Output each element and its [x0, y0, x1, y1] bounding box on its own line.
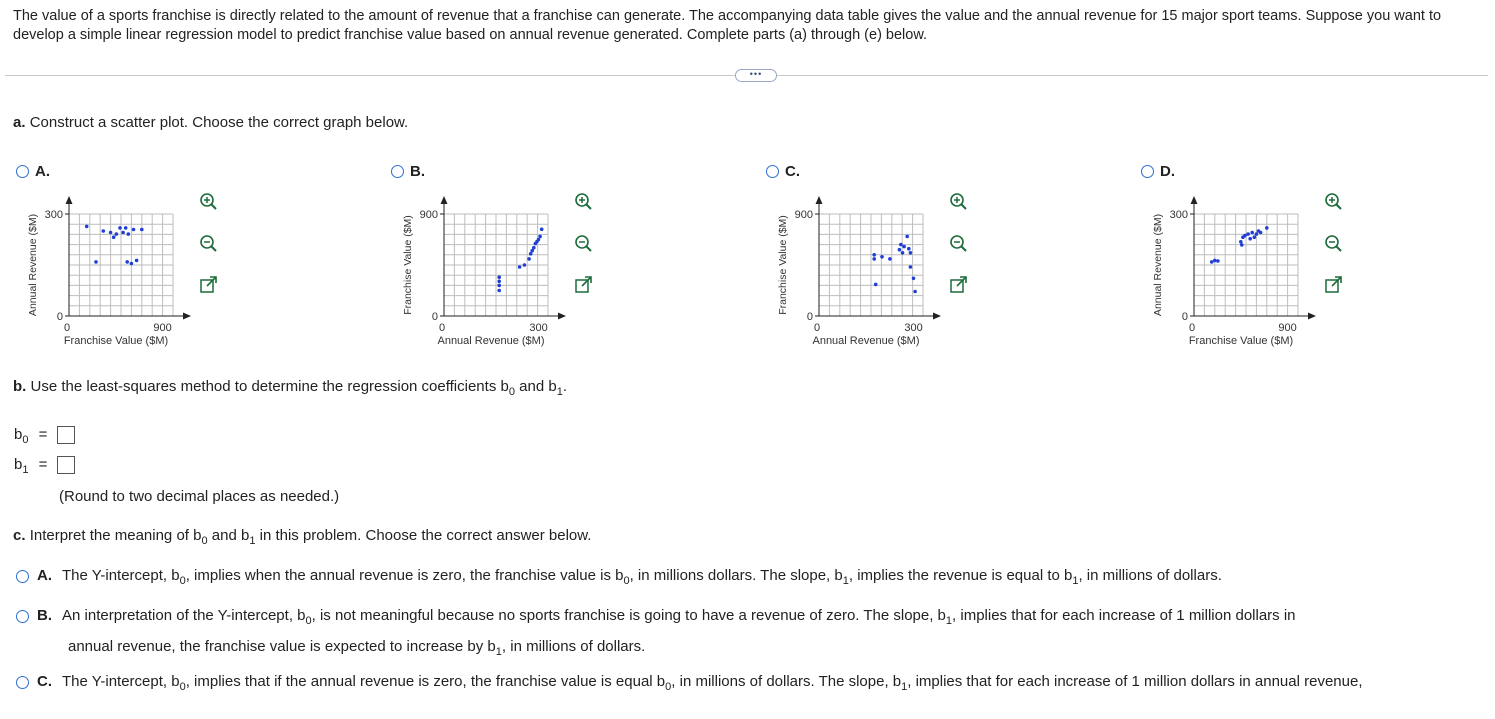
data-point: [1250, 231, 1254, 235]
y-tick-label-max: 300: [1169, 209, 1188, 221]
part-c-text3: in this problem. Choose the correct answer below.: [255, 527, 592, 544]
data-point: [1253, 235, 1257, 239]
part-c-sub0: 0: [201, 535, 208, 547]
data-point: [1255, 232, 1259, 236]
interpretation-option-b[interactable]: [16, 603, 1296, 665]
option-text: , implies the revenue is equal to b: [848, 567, 1073, 584]
part-a-prompt: [13, 114, 408, 131]
y-axis-label: Franchise Value ($M): [777, 215, 789, 315]
x-tick-label-max: 300: [529, 322, 548, 334]
option-text: annual revenue, the franchise value is expected to increase by b: [68, 638, 496, 655]
x-tick-label-zero: 0: [1188, 322, 1196, 334]
data-point: [118, 226, 122, 230]
data-point: [888, 257, 892, 261]
zoom-out-icon[interactable]: [1324, 234, 1344, 254]
graph-option-b[interactable]: [391, 162, 631, 362]
x-axis-arrow: [1308, 313, 1316, 320]
interpretation-option-c[interactable]: [16, 669, 1363, 700]
subscript: 0: [305, 615, 312, 627]
option-text: , in millions dollars. The slope, b: [629, 567, 843, 584]
option-letter: C.: [37, 673, 52, 690]
x-axis-arrow: [183, 313, 191, 320]
data-point: [1248, 237, 1252, 241]
y-axis-arrow: [1191, 196, 1198, 204]
data-point: [518, 265, 522, 269]
y-axis-label: Annual Revenue ($M): [1152, 213, 1164, 317]
subscript: 0: [179, 575, 186, 587]
data-point: [899, 243, 903, 247]
y-tick-label-max: 300: [44, 209, 63, 221]
zoom-out-icon[interactable]: [574, 234, 594, 254]
y-tick-label-zero: 0: [56, 311, 63, 323]
zoom-out-icon[interactable]: [199, 234, 219, 254]
data-point: [1259, 231, 1263, 235]
y-tick-label-zero: 0: [806, 311, 813, 323]
option-text: , implies that for each increase of 1 million dollars in annual revenue,: [907, 673, 1363, 690]
scatter-chart-c: [766, 184, 1006, 374]
graph-option-letter: A.: [35, 162, 50, 180]
data-point: [130, 262, 134, 266]
option-text: , in millions of dollars.: [1078, 567, 1222, 584]
data-point: [1246, 232, 1250, 236]
graph-option-a[interactable]: [16, 162, 256, 362]
y-axis-label: Franchise Value ($M): [402, 215, 414, 315]
option-text: , implies that for each increase of 1 million dollars in: [952, 607, 1296, 624]
b0-row: [14, 426, 75, 446]
subscript: 0: [179, 681, 186, 693]
b0-sub: 0: [22, 434, 29, 446]
x-tick-label-max: 900: [153, 322, 172, 334]
zoom-in-icon[interactable]: [574, 192, 594, 212]
popout-icon[interactable]: [949, 276, 969, 296]
y-axis-arrow: [441, 196, 448, 204]
data-point: [905, 235, 909, 239]
data-point: [912, 277, 916, 281]
part-b-text3: .: [562, 378, 567, 395]
part-b-prefix: b.: [13, 378, 27, 395]
data-point: [538, 235, 542, 239]
graph-option-header: [391, 162, 425, 180]
data-point: [1213, 259, 1217, 263]
data-point: [907, 247, 911, 251]
option-text: , implies that if the annual revenue is zero, the franchise value is equal b: [185, 673, 666, 690]
data-point: [121, 231, 125, 235]
option-text: , in millions of dollars. The slope, b: [671, 673, 902, 690]
data-point: [1240, 243, 1244, 247]
subscript: 1: [901, 681, 908, 693]
data-point: [85, 225, 89, 229]
zoom-in-icon[interactable]: [1324, 192, 1344, 212]
part-b-sub1: 1: [556, 386, 563, 398]
y-tick-label-max: 900: [419, 209, 438, 221]
b0-input[interactable]: [57, 426, 75, 444]
part-c-text2: and b: [207, 527, 250, 544]
y-axis-label: Annual Revenue ($M): [27, 213, 39, 317]
part-b-prompt: [13, 378, 567, 398]
subscript: 1: [945, 615, 953, 627]
data-point: [872, 257, 876, 261]
part-c-prompt: [13, 527, 591, 547]
popout-icon[interactable]: [199, 276, 219, 296]
data-point: [1239, 240, 1243, 244]
data-point: [898, 248, 902, 252]
b0-label: b: [14, 426, 23, 443]
subscript: 0: [623, 575, 630, 587]
option-text-line2: [68, 634, 1296, 665]
popout-icon[interactable]: [1324, 276, 1344, 296]
data-point: [532, 246, 536, 250]
subscript: 1: [1072, 575, 1079, 587]
y-tick-label-zero: 0: [431, 311, 438, 323]
data-point: [127, 232, 131, 236]
x-tick-label-max: 300: [904, 322, 923, 334]
data-point: [909, 251, 913, 255]
data-point: [1243, 234, 1247, 238]
graph-option-d[interactable]: [1141, 162, 1381, 362]
option-text: The Y-intercept, b: [62, 673, 180, 690]
data-point: [135, 259, 139, 263]
subscript: 1: [495, 646, 502, 658]
data-point: [497, 280, 501, 284]
graph-option-header: [16, 162, 50, 180]
data-point: [529, 252, 533, 256]
interpretation-option-c-radio[interactable]: [16, 676, 29, 689]
data-point: [902, 245, 906, 249]
graph-option-header: [1141, 162, 1175, 180]
part-b-sub0: 0: [508, 386, 515, 398]
data-point: [901, 251, 905, 255]
data-point: [872, 253, 876, 257]
y-axis-arrow: [816, 196, 823, 204]
data-point: [497, 289, 501, 293]
option-letter: A.: [37, 567, 52, 584]
subscript: 1: [842, 575, 849, 587]
option-text: , is not meaningful because no sports franchise is going to have a revenue of zero. The slope, b: [311, 607, 946, 624]
x-axis-arrow: [558, 313, 566, 320]
x-axis-label: Annual Revenue ($M): [812, 335, 920, 347]
scatter-chart-a: [16, 184, 256, 374]
data-point: [125, 260, 129, 264]
popout-icon[interactable]: [574, 276, 594, 296]
y-tick-label-zero: 0: [1181, 311, 1188, 323]
data-point: [1216, 259, 1220, 263]
graph-option-a-radio[interactable]: [16, 165, 29, 178]
data-point: [1265, 226, 1269, 230]
round-note: (Round to two decimal places as needed.): [59, 488, 340, 505]
graph-option-c[interactable]: [766, 162, 1006, 362]
option-text: , in millions of dollars.: [501, 638, 646, 655]
problem-statement: The value of a sports franchise is directly related to the amount of revenue that a franchise can generate. The accompanying data table gives the value and the annual revenue for 15 major sport teams. Suppose you want to develop a simple linear regression model to predict franchise value based on annual revenue generated. Complete parts (a) through (e) below.: [13, 8, 1442, 43]
y-tick-label-max: 900: [794, 209, 813, 221]
expand-more-button[interactable]: •••: [735, 69, 777, 82]
x-tick-label-zero: 0: [813, 322, 821, 334]
data-point: [909, 265, 913, 269]
data-point: [874, 283, 878, 287]
part-b-text2: and b: [514, 378, 557, 395]
graph-option-d-radio[interactable]: [1141, 165, 1154, 178]
part-c-text: Interpret the meaning of b: [29, 527, 202, 544]
interpretation-option-b-radio[interactable]: [16, 610, 29, 623]
interpretation-option-a[interactable]: [16, 563, 1222, 594]
interpretation-option-a-radio[interactable]: [16, 570, 29, 583]
data-point: [112, 235, 116, 239]
graph-option-header: [766, 162, 800, 180]
x-axis-label: Annual Revenue ($M): [437, 335, 545, 347]
option-letter: B.: [37, 607, 52, 624]
b1-label: b: [14, 456, 23, 473]
scatter-chart-d: [1141, 184, 1381, 374]
x-axis-arrow: [933, 313, 941, 320]
data-point: [140, 228, 144, 232]
data-point: [124, 226, 128, 230]
data-point: [497, 284, 501, 288]
graph-option-c-radio[interactable]: [766, 165, 779, 178]
zoom-in-icon[interactable]: [199, 192, 219, 212]
x-tick-label-zero: 0: [438, 322, 446, 334]
option-text: , implies when the annual revenue is zero, the franchise value is b: [185, 567, 624, 584]
y-axis-arrow: [66, 196, 73, 204]
data-point: [880, 255, 884, 259]
x-tick-label-zero: 0: [63, 322, 71, 334]
graph-option-letter: C.: [785, 162, 800, 180]
zoom-out-icon[interactable]: [949, 234, 969, 254]
graph-option-letter: B.: [410, 162, 425, 180]
b1-input[interactable]: [57, 456, 75, 474]
b1-row: [14, 456, 75, 476]
x-tick-label-max: 900: [1278, 322, 1297, 334]
data-point: [497, 275, 501, 279]
data-point: [527, 257, 531, 261]
data-point: [115, 232, 119, 236]
option-text: The Y-intercept, b: [62, 567, 180, 584]
graph-option-letter: D.: [1160, 162, 1175, 180]
data-point: [540, 228, 544, 232]
part-c-sub1: 1: [249, 535, 256, 547]
part-a-text: Construct a scatter plot. Choose the correct graph below.: [29, 114, 409, 131]
scatter-chart-b: [391, 184, 631, 374]
zoom-in-icon[interactable]: [949, 192, 969, 212]
b1-sub: 1: [22, 464, 29, 476]
x-axis-label: Franchise Value ($M): [1188, 335, 1294, 347]
b1-equals: =: [38, 456, 48, 473]
data-point: [102, 229, 106, 233]
data-point: [523, 263, 527, 267]
b0-equals: =: [38, 426, 48, 443]
data-point: [913, 290, 917, 294]
data-point: [132, 228, 136, 232]
data-point: [109, 231, 113, 235]
option-text: An interpretation of the Y-intercept, b: [62, 607, 306, 624]
x-axis-label: Franchise Value ($M): [63, 335, 169, 347]
graph-option-b-radio[interactable]: [391, 165, 404, 178]
part-a-prefix: a.: [13, 114, 26, 131]
data-point: [1210, 260, 1214, 264]
data-point: [537, 238, 541, 242]
data-point: [94, 260, 98, 264]
subscript: 0: [665, 681, 672, 693]
part-b-text: Use the least-squares method to determine the regression coefficients b: [30, 378, 509, 395]
part-c-prefix: c.: [13, 527, 26, 544]
